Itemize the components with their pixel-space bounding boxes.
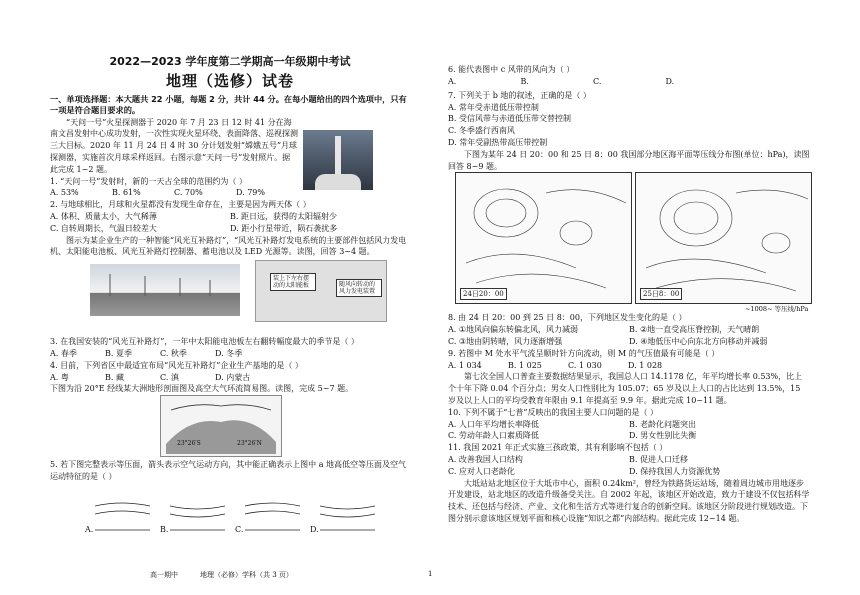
q9-option-b: B. 1 025 — [508, 360, 542, 370]
q8-options-row1 — [448, 324, 810, 336]
q5-diagram-a: A. — [85, 525, 94, 534]
q3-option-b: B. 夏季 — [105, 348, 132, 358]
question-7: 7. 下列关于 b 地的叙述，正确的是（ ） — [448, 90, 591, 100]
terrain-profile-figure — [160, 395, 282, 457]
q10-option-a: A. 人口年平均增长率降低 — [448, 419, 539, 429]
q4-options — [50, 372, 270, 384]
paper-title: 地理（选修）试卷 — [165, 71, 294, 90]
q8-option-c: C. ③地由阴转晴，风力逐渐增强 — [448, 336, 563, 346]
isobar-lines-25th — [636, 173, 811, 303]
q8-options-row2 — [448, 336, 810, 348]
question-10: 10. 下列不属于“七普”反映出的我国主要人口问题的是（ ） — [448, 407, 658, 417]
exam-title: 2022—2023 学年度第二学期高一年级期中考试 — [109, 55, 351, 68]
q1-option-c: C. 70% — [174, 188, 203, 198]
q1-option-d: D. 79% — [236, 188, 265, 198]
map-25th-time-label: 25日8：00 — [640, 288, 682, 300]
q4-option-d: D. 内蒙古 — [215, 372, 251, 382]
section-heading: 一、单项选择题：本大题共 22 小题，每题 2 分，共计 44 分。在每小题给出的四个选项中，只有一项是符合题目要求的。 — [50, 93, 407, 116]
terrain-label-north: 23°26′N — [237, 440, 262, 447]
q2-option-b: B. 距日远，获得的太阳辐射少 — [230, 211, 337, 221]
q11-options-row2 — [448, 466, 810, 478]
q2-options-row2 — [50, 223, 410, 235]
q1-option-b: B. 61% — [112, 188, 141, 198]
q6-option-a: A. — [448, 76, 457, 86]
q4-option-a: A. 粤 — [50, 372, 69, 382]
q5-diagram-b: B. — [160, 525, 169, 534]
solar-panel-label: 装上下左右摆动的太阳能板 — [270, 273, 316, 291]
q3-options — [50, 348, 270, 360]
map-24th-time-label: 24日20：00 — [460, 288, 507, 300]
q11-option-a: A. 改善我国人口结构 — [448, 454, 523, 464]
q5-diagram-c: C. — [235, 525, 244, 534]
wind-turbine-label: 随风向转动的风力发电装置 — [336, 279, 382, 297]
q3-option-c: C. 秋季 — [160, 348, 187, 358]
question-6: 6. 能代表图中 c 风带的风向为（ ） — [448, 65, 575, 74]
intro-12-14: 大坻站站北地区位于大坻市中心，面积 0.24km²，曾经为铁路货运站场，随着周边城市用地逐步开发建设，站北地区的改造升级备受关注。自 2002 年起，该地区开始改造，致力于建设不仅包括科学技术、还包括与经济、产业、文化和生活方式等进行复合的创新空间。该地区分阶段进行规划改造。下图分别示意该地区规划平面和核心设施“知识之都”内部结构。据此完成 12~14 题。 — [448, 478, 810, 523]
question-8: 8. 由 24 日 20：00 到 25 日 8：00，下列地区发生变化的是（ ） — [448, 313, 687, 323]
q9-option-a: A. 1 034 — [448, 360, 482, 370]
q10-option-c: C. 劳动年龄人口素质降低 — [448, 431, 539, 441]
intro-1-2: “天问一号”火星探测器于 2020 年 7 月 23 日 12 时 41 分在海南文昌发射中心成功发射，一次性实现火星环绕、表面降落、巡视探测三大目标。2020 年 11 月 24 日 4 时 30 分计划发射“嫦娥五号”月球探测器，实施首次月球采样返回。右图示意“天问一号”发射照片。据此完成 1~2 题。 — [50, 117, 298, 174]
q11-option-b: B. 促进人口迁移 — [629, 454, 688, 464]
question-1: 1. “天问一号”发射时，新的一天占全球的范围约为（ ） — [50, 176, 247, 186]
road-lamp-photo — [90, 264, 240, 316]
q9-option-c: C. 1 030 — [568, 360, 602, 370]
q8-option-b: B. ②地一直受高压脊控制，天气晴朗 — [629, 325, 760, 335]
q1-options — [50, 187, 298, 199]
q10-option-b: B. 老龄化问题突出 — [629, 419, 696, 429]
footer-subject: 地理（必修）学科（共 3 页） — [200, 571, 293, 579]
q10-options-row1 — [448, 419, 810, 431]
footer-grade: 高一期中 — [150, 571, 178, 579]
terrain-profile-drawing — [161, 396, 281, 456]
rocket-smoke — [315, 174, 361, 190]
q7-option-d: D. 常年受副热带高压带控制 — [448, 137, 548, 147]
isobar-legend: ~1008~ 等压线/hPa — [745, 305, 809, 313]
footer-page-number: 1 — [428, 570, 433, 578]
q11-options-row1 — [448, 454, 810, 466]
q4-option-b: B. 藏 — [105, 372, 124, 382]
isobar-map-24th — [455, 172, 632, 304]
q6-options — [448, 76, 738, 90]
q1-option-a: A. 53% — [50, 188, 79, 198]
q3-option-d: D. 冬季 — [215, 348, 243, 358]
q2-option-c: C. 自转周期长，气温日较差大 — [50, 223, 157, 233]
question-11: 11. 我国 2021 年正式实施三孩政策，其有利影响不包括（ ） — [448, 443, 668, 453]
isobar-map-25th — [635, 172, 812, 304]
question-9: 9. 若图中 M 处水平气流呈顺时针方向流动，则 M 的气压值最有可能是（ ） — [448, 348, 720, 358]
q5-diagram-d: D. — [310, 525, 319, 534]
q2-options-row1 — [50, 211, 410, 223]
q9-option-d: D. 1 028 — [628, 360, 663, 370]
q8-option-a: A. ①地风向偏东转偏北风，风力减弱 — [448, 325, 579, 335]
q6-option-c: C. — [593, 76, 602, 86]
q4-option-c: C. 滇 — [160, 372, 179, 382]
q6-option-b: B. — [520, 76, 529, 86]
q7-option-b: B. 受信风带与赤道低压带交替控制 — [448, 114, 571, 124]
q7-option-a: A. 常年受赤道低压带控制 — [448, 102, 539, 112]
intro-8-9: 下图为某年 24 日 20：00 和 25 日 8：00 我国部分地区海平面等压线分布图(单位：hPa)，读图回答 8~9 题。 — [448, 149, 810, 171]
q2-option-d: D. 距小行星带近，陨石袭扰多 — [230, 223, 338, 233]
q7-option-c: C. 冬季盛行西南风 — [448, 126, 515, 136]
intro-10-11: 第七次全国人口普查主要数据结果显示，我国总人口 14.1178 亿，年平均增长率 0.53%，比上个十年下降 0.04 个百分点；男女人口性别比为 105.07；65 岁及以上人口的占比达到 13.5%，15 岁及以上人口的平均受教育年限由 9.1 年提高至 9.9 年。据此完成 10~11 题。 — [448, 372, 803, 405]
q5-isobar-drawings — [95, 500, 395, 536]
question-2: 2. 与地球相比，月球和火星都没有发现生命存在，主要是因为两天体（ ） — [50, 200, 311, 210]
q6-option-d: D. — [665, 76, 675, 86]
q8-option-d: D. ④地低压中心向东北方向移动并减弱 — [629, 336, 768, 346]
intro-3-4: 图示为某企业生产的一种智能“风光互补路灯”，“风光互补路灯发电系统的主要部件包括风力发电机、太阳能电池板、风光互补路灯控制器、蓄电池以及 LED 光源等。读图，回答 3~4 题。 — [50, 235, 407, 257]
question-5: 5. 若下图完整表示等压面，箭头表示空气运动方向，其中能正确表示上图中 a 地高低空等压面及空气运动特征的是（ ） — [50, 460, 407, 481]
q3-option-a: A. 春季 — [50, 348, 77, 358]
intro-5-7: 下图为沿 20°E 经线某大洲地形剖面图及高空大气环流简易图。读图，完成 5~7 题。 — [50, 384, 354, 394]
q11-option-c: C. 应对人口老龄化 — [448, 466, 515, 476]
q9-options — [448, 360, 688, 372]
q10-option-d: D. 男女性别比失衡 — [629, 431, 697, 441]
question-4: 4. 目前，下列省区中最适宜布局“风光互补路灯”企业生产基地的是（ ） — [50, 360, 303, 370]
q10-options-row2 — [448, 430, 810, 442]
q11-option-d: D. 保持我国人力资源优势 — [629, 466, 721, 476]
q2-option-a: A. 体积、质量太小，大气稀薄 — [50, 211, 157, 221]
isobar-lines-24th — [456, 173, 631, 303]
lamp-closeup-photo — [255, 260, 387, 322]
lamp-poles — [90, 264, 240, 316]
question-3: 3. 在我国安装的“风光互补路灯”，一年中太阳能电池板左右翻转幅度最大的季节是（ ） — [50, 337, 359, 347]
rocket-launch-photo — [303, 130, 373, 190]
terrain-label-south: 23°26′S — [177, 440, 201, 447]
